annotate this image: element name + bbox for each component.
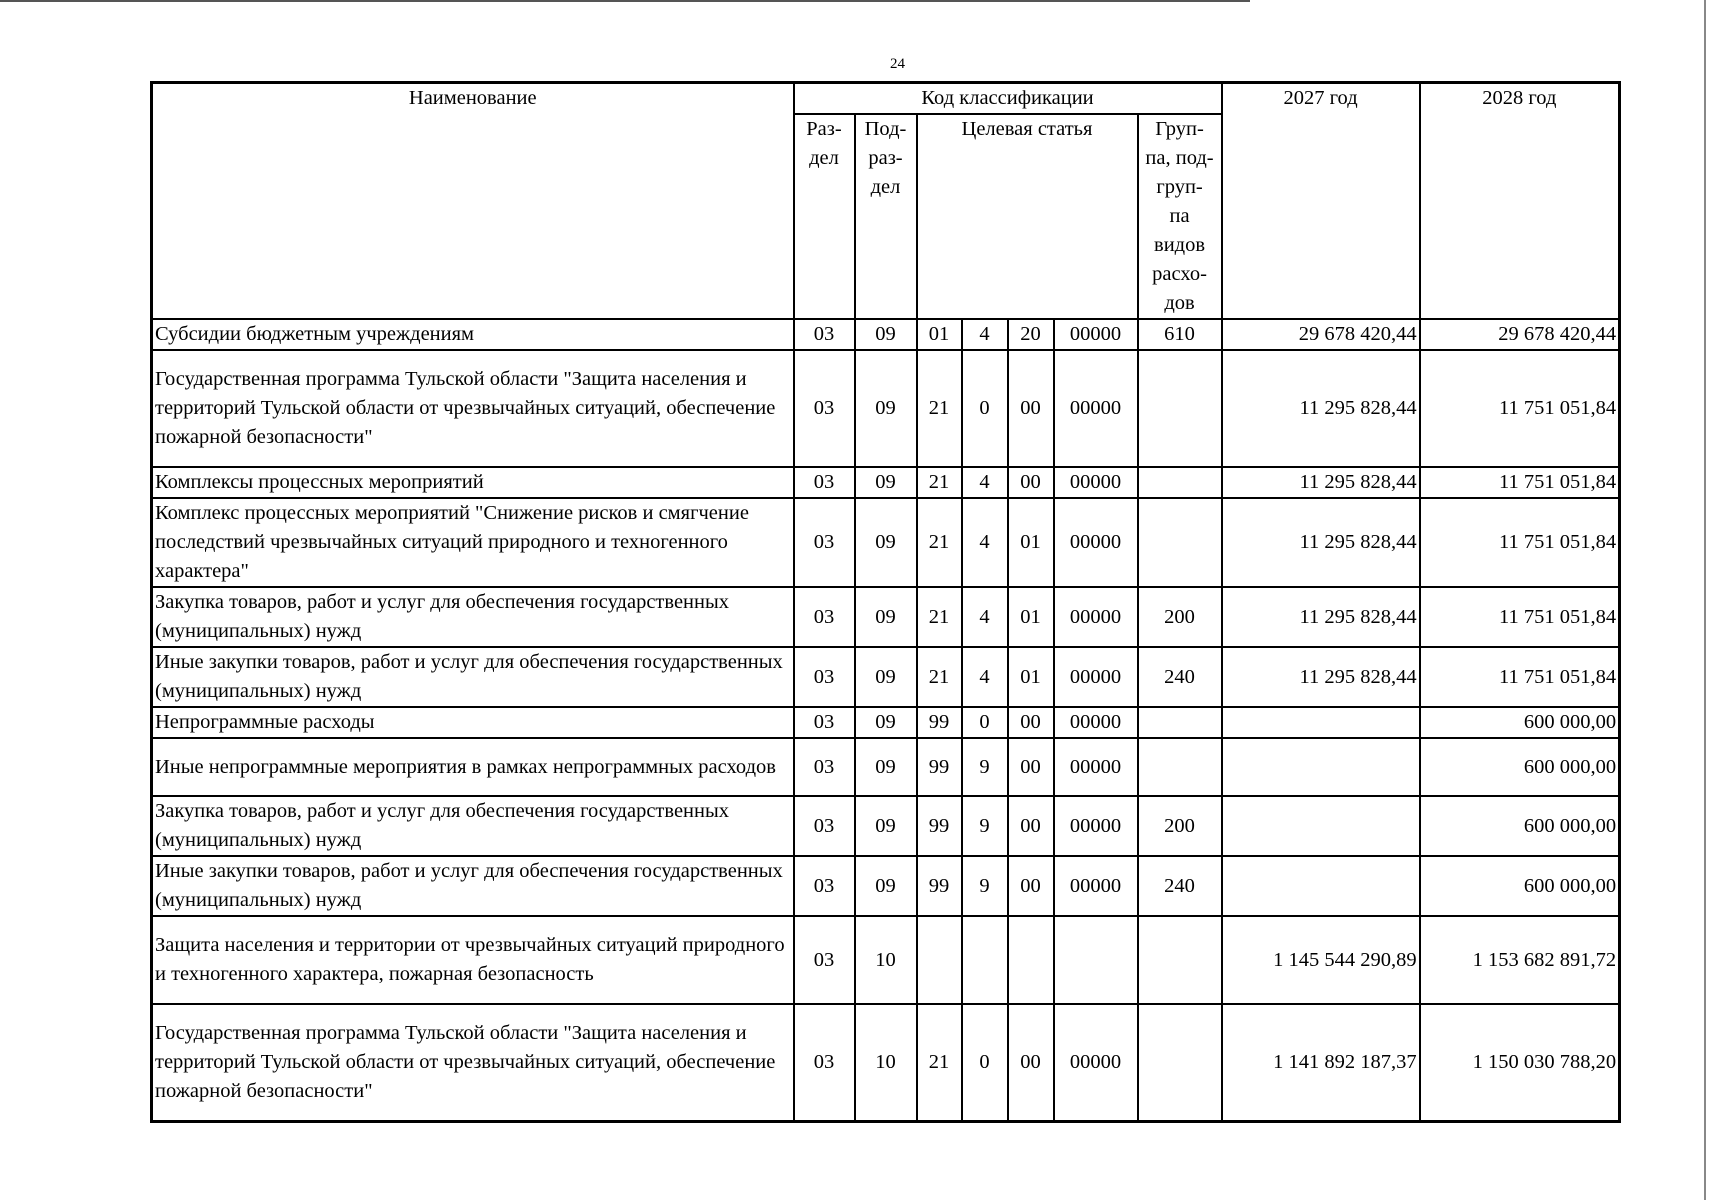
table-row xyxy=(152,738,1620,796)
row-expense-group xyxy=(1138,1004,1222,1121)
row-name: Государственная программа Тульской области "Защита населения и территорий Тульской области от чрезвычайных ситуаций, обеспечение пожарной безопасности" xyxy=(152,350,794,467)
row-target-subprogram: 00 xyxy=(1008,707,1054,738)
row-section: 03 xyxy=(794,738,855,796)
row-amount-2028: 1 150 030 788,20 xyxy=(1420,1004,1620,1121)
row-amount-2027 xyxy=(1222,796,1420,856)
header-year-2027: 2027 год xyxy=(1222,83,1420,320)
table-row xyxy=(152,796,1620,856)
row-amount-2027: 1 145 544 290,89 xyxy=(1222,916,1420,1004)
row-target-direction: 00000 xyxy=(1054,498,1138,587)
row-target-direction: 00000 xyxy=(1054,350,1138,467)
row-section: 03 xyxy=(794,1004,855,1121)
row-target-direction: 00000 xyxy=(1054,738,1138,796)
row-amount-2028: 11 751 051,84 xyxy=(1420,587,1620,647)
table-row xyxy=(152,916,1620,1004)
row-expense-group xyxy=(1138,467,1222,498)
row-target-program xyxy=(917,916,962,1004)
row-name: Непрограммные расходы xyxy=(152,707,794,738)
row-target-subprogram: 00 xyxy=(1008,350,1054,467)
header-name: Наименование xyxy=(152,83,794,320)
row-amount-2028: 11 751 051,84 xyxy=(1420,350,1620,467)
table-row xyxy=(152,1004,1620,1121)
row-amount-2027 xyxy=(1222,707,1420,738)
row-amount-2027: 11 295 828,44 xyxy=(1222,350,1420,467)
row-target-type: 0 xyxy=(962,707,1008,738)
row-subsection: 09 xyxy=(855,467,917,498)
row-section: 03 xyxy=(794,916,855,1004)
row-target-program: 99 xyxy=(917,796,962,856)
row-target-type xyxy=(962,916,1008,1004)
row-target-program: 21 xyxy=(917,350,962,467)
row-amount-2028: 600 000,00 xyxy=(1420,796,1620,856)
row-name: Иные закупки товаров, работ и услуг для обеспечения государственных (муниципальных) нужд xyxy=(152,856,794,916)
row-name: Иные непрограммные мероприятия в рамках непрограммных расходов xyxy=(152,738,794,796)
row-target-direction: 00000 xyxy=(1054,856,1138,916)
row-amount-2027: 11 295 828,44 xyxy=(1222,498,1420,587)
row-expense-group: 610 xyxy=(1138,319,1222,350)
row-subsection: 09 xyxy=(855,319,917,350)
row-target-type: 4 xyxy=(962,498,1008,587)
header-section: Раз- дел xyxy=(794,114,855,319)
table-row xyxy=(152,856,1620,916)
row-expense-group xyxy=(1138,707,1222,738)
header-year-2028: 2028 год xyxy=(1420,83,1620,320)
row-name: Закупка товаров, работ и услуг для обеспечения государственных (муниципальных) нужд xyxy=(152,587,794,647)
row-target-type: 4 xyxy=(962,319,1008,350)
row-section: 03 xyxy=(794,707,855,738)
row-target-program: 99 xyxy=(917,856,962,916)
row-target-program: 99 xyxy=(917,738,962,796)
row-target-program: 21 xyxy=(917,1004,962,1121)
row-expense-group xyxy=(1138,738,1222,796)
row-target-program: 21 xyxy=(917,647,962,707)
row-amount-2028: 600 000,00 xyxy=(1420,738,1620,796)
row-amount-2028: 11 751 051,84 xyxy=(1420,647,1620,707)
row-amount-2027: 11 295 828,44 xyxy=(1222,647,1420,707)
header-target-article: Целевая статья xyxy=(917,114,1138,319)
row-subsection: 09 xyxy=(855,498,917,587)
row-subsection: 09 xyxy=(855,647,917,707)
row-target-direction: 00000 xyxy=(1054,587,1138,647)
row-target-subprogram: 00 xyxy=(1008,856,1054,916)
row-target-type: 9 xyxy=(962,856,1008,916)
row-target-subprogram: 00 xyxy=(1008,738,1054,796)
row-subsection: 09 xyxy=(855,856,917,916)
row-section: 03 xyxy=(794,498,855,587)
table-row xyxy=(152,707,1620,738)
row-target-type: 9 xyxy=(962,738,1008,796)
row-section: 03 xyxy=(794,319,855,350)
row-target-program: 01 xyxy=(917,319,962,350)
row-section: 03 xyxy=(794,856,855,916)
table-row xyxy=(152,587,1620,647)
row-target-type: 4 xyxy=(962,647,1008,707)
row-expense-group: 240 xyxy=(1138,856,1222,916)
row-target-subprogram: 01 xyxy=(1008,587,1054,647)
row-target-program: 99 xyxy=(917,707,962,738)
row-section: 03 xyxy=(794,587,855,647)
row-expense-group: 200 xyxy=(1138,796,1222,856)
row-target-type: 4 xyxy=(962,467,1008,498)
row-target-direction: 00000 xyxy=(1054,1004,1138,1121)
row-amount-2028: 29 678 420,44 xyxy=(1420,319,1620,350)
row-target-subprogram xyxy=(1008,916,1054,1004)
row-expense-group xyxy=(1138,498,1222,587)
row-target-direction: 00000 xyxy=(1054,796,1138,856)
row-amount-2027 xyxy=(1222,738,1420,796)
row-target-program: 21 xyxy=(917,498,962,587)
row-amount-2028: 11 751 051,84 xyxy=(1420,498,1620,587)
header-subsection: Под- раз- дел xyxy=(855,114,917,319)
table-body xyxy=(152,319,1620,1121)
table-row xyxy=(152,319,1620,350)
row-expense-group: 240 xyxy=(1138,647,1222,707)
row-subsection: 09 xyxy=(855,587,917,647)
row-target-subprogram: 01 xyxy=(1008,647,1054,707)
row-amount-2028: 600 000,00 xyxy=(1420,856,1620,916)
table-row xyxy=(152,350,1620,467)
row-amount-2027: 1 141 892 187,37 xyxy=(1222,1004,1420,1121)
header-code: Код классификации xyxy=(794,83,1222,115)
row-name: Комплекс процессных мероприятий "Снижение рисков и смягчение последствий чрезвычайных ситуаций природного и техногенного характера" xyxy=(152,498,794,587)
row-target-direction: 00000 xyxy=(1054,647,1138,707)
row-target-subprogram: 20 xyxy=(1008,319,1054,350)
row-amount-2027: 11 295 828,44 xyxy=(1222,587,1420,647)
row-target-subprogram: 00 xyxy=(1008,1004,1054,1121)
table-row xyxy=(152,647,1620,707)
row-target-type: 0 xyxy=(962,1004,1008,1121)
row-name: Субсидии бюджетным учреждениям xyxy=(152,319,794,350)
row-subsection: 09 xyxy=(855,350,917,467)
row-subsection: 09 xyxy=(855,707,917,738)
row-target-direction: 00000 xyxy=(1054,707,1138,738)
row-section: 03 xyxy=(794,467,855,498)
table-row xyxy=(152,467,1620,498)
row-section: 03 xyxy=(794,350,855,467)
row-amount-2028: 11 751 051,84 xyxy=(1420,467,1620,498)
row-target-direction xyxy=(1054,916,1138,1004)
scan-edge-top xyxy=(0,0,1250,2)
row-subsection: 10 xyxy=(855,1004,917,1121)
row-target-type: 4 xyxy=(962,587,1008,647)
row-expense-group: 200 xyxy=(1138,587,1222,647)
row-subsection: 09 xyxy=(855,796,917,856)
row-expense-group xyxy=(1138,916,1222,1004)
row-expense-group xyxy=(1138,350,1222,467)
row-target-subprogram: 01 xyxy=(1008,498,1054,587)
row-target-direction: 00000 xyxy=(1054,319,1138,350)
row-name: Государственная программа Тульской области "Защита населения и территорий Тульской области от чрезвычайных ситуаций, обеспечение пожарной безопасности" xyxy=(152,1004,794,1121)
row-target-program: 21 xyxy=(917,467,962,498)
row-subsection: 10 xyxy=(855,916,917,1004)
row-target-subprogram: 00 xyxy=(1008,467,1054,498)
row-amount-2027: 29 678 420,44 xyxy=(1222,319,1420,350)
budget-table xyxy=(150,81,1621,1123)
row-amount-2028: 1 153 682 891,72 xyxy=(1420,916,1620,1004)
row-section: 03 xyxy=(794,796,855,856)
row-target-direction: 00000 xyxy=(1054,467,1138,498)
row-name: Закупка товаров, работ и услуг для обеспечения государственных (муниципальных) нужд xyxy=(152,796,794,856)
row-amount-2028: 600 000,00 xyxy=(1420,707,1620,738)
scan-edge-right xyxy=(1704,0,1706,1200)
row-subsection: 09 xyxy=(855,738,917,796)
row-name: Иные закупки товаров, работ и услуг для обеспечения государственных (муниципальных) нужд xyxy=(152,647,794,707)
row-target-type: 0 xyxy=(962,350,1008,467)
row-target-type: 9 xyxy=(962,796,1008,856)
row-section: 03 xyxy=(794,647,855,707)
header-expense-group: Груп- па, под- груп- па видов расхо- дов xyxy=(1138,114,1222,319)
row-name: Защита населения и территории от чрезвычайных ситуаций природного и техногенного характера, пожарная безопасность xyxy=(152,916,794,1004)
table-row xyxy=(152,498,1620,587)
row-amount-2027: 11 295 828,44 xyxy=(1222,467,1420,498)
page-number: 24 xyxy=(890,56,905,72)
row-name: Комплексы процессных мероприятий xyxy=(152,467,794,498)
row-target-subprogram: 00 xyxy=(1008,796,1054,856)
row-target-program: 21 xyxy=(917,587,962,647)
row-amount-2027 xyxy=(1222,856,1420,916)
